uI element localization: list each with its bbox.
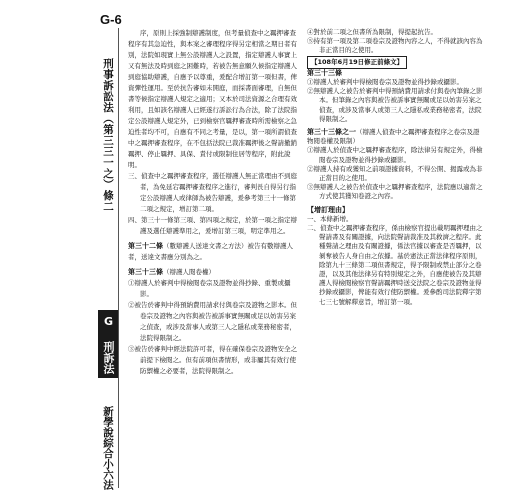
book-title: 新學說綜合小六法 [102,406,114,490]
article-item: ③無辯護人之被告於偵查中之羈押審查程序，法院應以適當之方式使其獲知卷證之內容。 [307,183,483,201]
article-number: 第三十三條 [128,268,163,276]
reason-item: 二、偵查中之羈押審查程序，係由檢察官提出載明羈押理由之聲請書及有關證據，向法院聲請裁准及其救濟之程序。此種聲請之理由及有關證據，係法官據以審查是否羈押，以剝奪被告人身自由之依據。基於憲法正當法律程序原則，除第九十三條第二項但書規定，得予限制或禁止部分之卷證，以及其他法律另有特別規定之外，自應使被告及其辯護人得檢閱檢察官聲請羈押時送交法院之卷宗及證物並得抄錄或攝影，俾能有效行使防禦權。爰參酌司法院釋字第七三七號解釋意旨，增訂第一項。 [307,224,483,306]
section-tab: G 刑訴法 [98,310,118,378]
amendment-notice: 【108年6月19日修正前條文】 [307,56,483,69]
margin-rule [118,28,119,488]
article-title: （辯護人偵查中之羈押審查程序之卷宗及證物閱卷權及限制） [307,128,480,146]
reason-paragraph-4: 四、第三十一條第三項、第四項之規定，於第一項之指定辯護及選任辯護準用之，爰增訂第三項，明定準用之。 [128,216,297,235]
article-item: ①辯護人於審判中得檢閱卷宗及證物並得抄錄、重製或攝影。 [128,279,291,298]
reason-header: 【增訂理由】 [307,205,349,214]
article-item: ②辯護人持有或獲知之前項證據資料，不得公開、揭露或為非正當目的之使用。 [307,164,483,183]
article-text: 被告有數辯護人者，送達文書應分別為之。 [128,242,293,261]
text-column-left [128,28,300,377]
article-item: ②被告於審判中得預納費用請求付與卷宗及證物之影本。但卷宗及證物之內容與被告被訴事實無關或足以妨害另案之偵查，或涉及當事人或第三人之隱私或業務秘密者，法院得限制之。 [128,301,297,342]
article-item: ③被告於審判中經法院許可者，得在確保卷宗及證物安全之前提下檢閱之。但有前項但書情形，或非屬其有效行使防禦權之必要者，法院得限制之。 [128,345,297,375]
article-number: 第三十三條之一 [307,128,356,137]
amended-article-number: 第三十三條 [307,68,342,77]
article-item: ⑤持有第一項及第二項卷宗及證物內容之人，不得就該內容為非正當目的之使用。 [307,37,483,55]
side-title: 刑事訴訟法（第三三一之）條二 [102,58,114,212]
article-title: （數辯護人送達文書之方法） [163,242,248,250]
reason-paragraph-1: 序，原則上採強制辯護制度，但考量偵查中之羈押審查程序有其急迫性，與本案之審理程序得另定相當之期日者有別，法院如現實上無公設辯護人之設置，指定辯護人事實上又有無法及時到庭之困難時，若被告無意願久候指定辯護人到庭協助辯護，自應予以尊重，爰配合增訂第一項但書，俾資彈性運用。至於抗告審如未開庭，而採書面審理，自無但書等候指定辯護人規定之適用；又本於司法資源之合理有效利用，且如該名辯護人已經遂行訴訟行為合法，除了法院指定公設辯護人規定外，已到檢察官羈押審查時所需檢察之急迫性者均不可，自應有不同之考量，是以，第一項所謂偵查中之羈押審查程序，在不包括法院已裁准羈押後之聲請撤銷羈押、停止羈押、具保、責付或限制住居等程序，附此說明。 [128,29,297,169]
article-number: 第三十二條 [128,242,163,250]
reason-paragraph-3: 三、偵查中之羈押審查程序，選任辯護人無正當理由不到庭者，為免延宕羈押審查程序之進行，審判長自得另行指定公設辯護人或律師為被告辯護，爰參考第三十一條第二項之規定，增訂第二項。 [128,172,297,213]
page-number: G-6 [100,12,122,27]
reason-item: 一、本條新增。 [307,214,353,223]
text-column-right [307,28,483,307]
article-item: ④對於前二項之但書所為限制，得提起抗告。 [307,28,437,36]
article-item: ①辯護人於偵查中之羈押審查程序，除法律另有規定外，得檢閱卷宗及證物並得抄錄或攝影。 [307,146,483,164]
amended-item: ①辯護人於審判中得檢閱卷宗及證物並得抄錄或攝影。 [307,78,463,87]
amended-item: ②無辯護人之被告於審判中得預納費用請求付與卷內筆錄之影本。但筆錄之內容與被告被訴事實無關或足以妨害另案之偵查，或涉及當事人或第三人之隱私或業務秘密者，法院得限制之。 [307,87,483,123]
article-33-heading [128,267,300,278]
article-title: （辯護人閱卷權） [163,268,215,276]
article-32 [128,241,300,263]
article-33-1-heading [307,128,483,146]
